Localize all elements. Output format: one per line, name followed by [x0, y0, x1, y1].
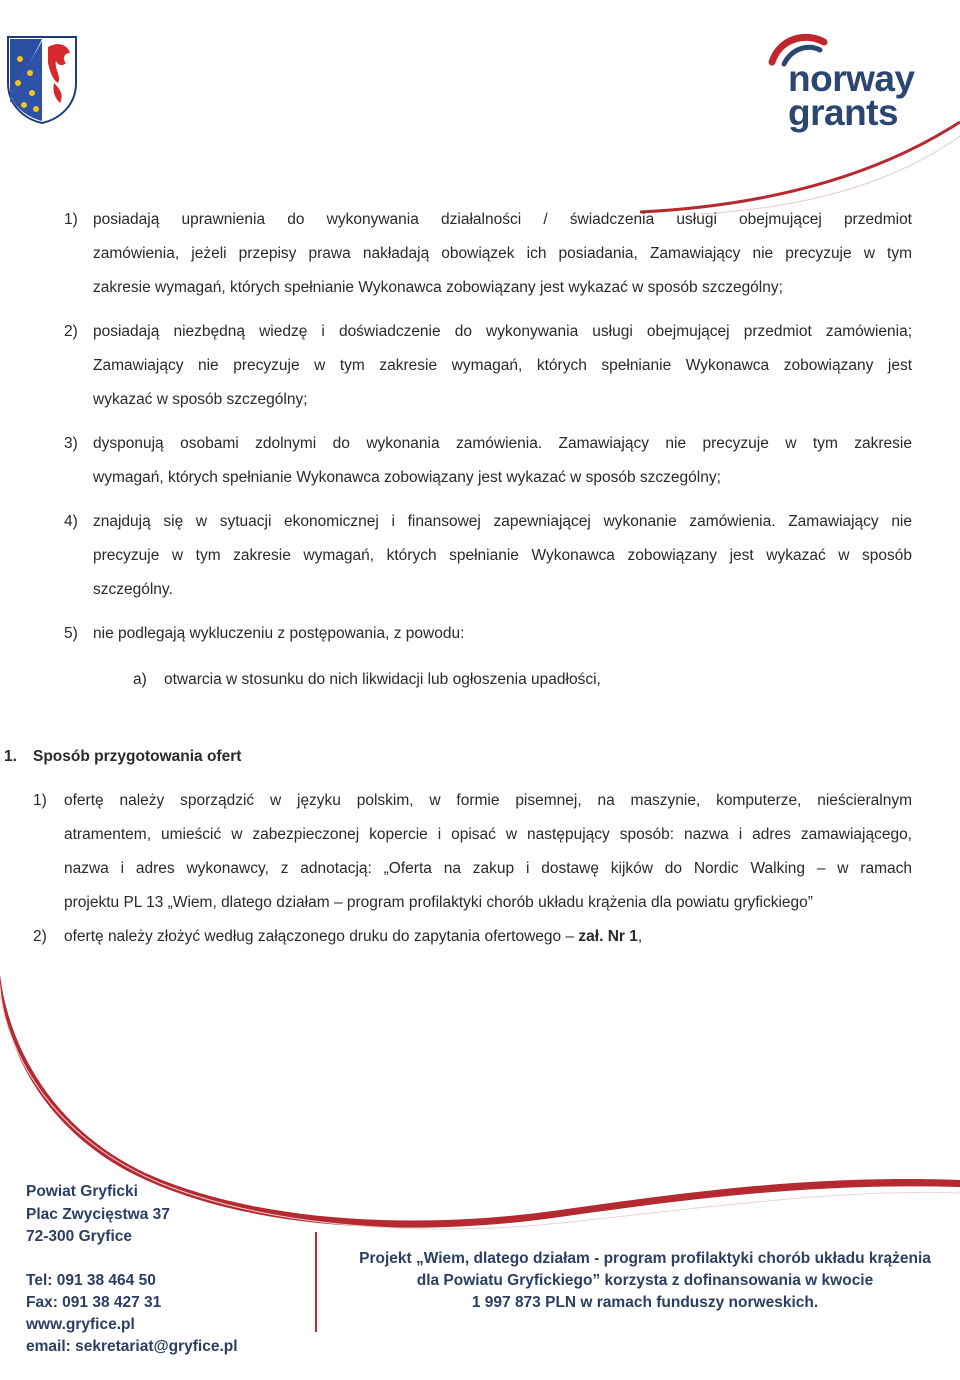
section-title: Sposób przygotowania ofert — [33, 748, 242, 765]
norway-grants-word-grants: grants — [788, 92, 899, 133]
list-item-line: atramentem, umieścić w zabezpieczonej kopercie i opisać w następujący sposób: nazwa i adres zamawiającego, — [64, 826, 912, 843]
footer-email-link[interactable]: email: sekretariat@gryfice.pl — [26, 1338, 238, 1355]
footer-fax: Fax: 091 38 427 31 — [26, 1294, 162, 1311]
list-item-line: Zamawiający nie precyzuje w tym zakresie wymagań, których spełnianie Wykonawca zobowiązany jest — [93, 357, 912, 374]
list-item-line: precyzuje w tym zakresie wymagań, których spełnianie Wykonawca zobowiązany jest wykazać w sposób — [93, 547, 912, 564]
list-item-number: 4) — [64, 513, 78, 530]
footer-org-name: Powiat Gryficki — [26, 1183, 138, 1200]
list-item-line: zamówienia, jeżeli przepisy prawa nakładają obowiązek ich posiadania, Zamawiający nie precyzuje w tym — [93, 245, 912, 262]
list-item-line: znajdują się w sytuacji ekonomicznej i finansowej zapewniającej wykonanie zamówienia. Zamawiający nie — [93, 513, 912, 530]
footer-city: 72-300 Gryfice — [26, 1228, 132, 1245]
list-item-line — [64, 927, 642, 947]
list-item-number: 5) — [64, 625, 78, 642]
section-number: 1. — [4, 748, 17, 765]
list-item-line: posiadają uprawnienia do wykonywania działalności / świadczenia usługi obejmującej przedmiot — [93, 211, 912, 228]
attachment-reference: zał. Nr 1 — [578, 928, 638, 945]
footer-street: Plac Zwycięstwa 37 — [26, 1206, 170, 1223]
list-item-text: ofertę należy złożyć według załączonego druku do zapytania ofertowego – — [64, 928, 579, 945]
list-item-line: wymagań, których spełnianie Wykonawca zobowiązany jest wykazać w sposób szczególny; — [93, 469, 721, 486]
list-item-line: nie podlegają wykluczeniu z postępowania, z powodu: — [93, 625, 465, 642]
header-swoosh-decoration — [640, 120, 960, 215]
list-item-number: 2) — [33, 928, 47, 945]
footer-www-link[interactable]: www.gryfice.pl — [26, 1316, 135, 1333]
list-item-line: nazwa i adres wykonawcy, z adnotacją: „Oferta na zakup i dostawę kijków do Nordic Walking – w ramach — [64, 860, 912, 877]
list-item-line: dysponują osobami zdolnymi do wykonania zamówienia. Zamawiający nie precyzuje w tym zakresie — [93, 435, 912, 452]
list-item-line: posiadają niezbędną wiedzę i doświadczenie do wykonywania usługi obejmującej przedmiot zamówienia; — [93, 323, 912, 340]
list-item-number: 3) — [64, 435, 78, 452]
footer-project-line-2: dla Powiatu Gryfickiego” korzysta z dofinansowania w kwocie — [416, 1272, 874, 1289]
norway-grants-word-norway: norway — [788, 58, 915, 99]
list-item-number: 1) — [64, 211, 78, 228]
coat-of-arms-logo — [4, 33, 80, 125]
footer-project-line-1: Projekt „Wiem, dlatego działam - program profilaktyki chorób układu krążenia — [359, 1250, 931, 1267]
sub-item-text: otwarcia w stosunku do nich likwidacji lub ogłoszenia upadłości, — [164, 671, 601, 688]
footer-swoosh-decoration — [0, 975, 960, 1380]
footer-project-line-3: 1 997 873 PLN w ramach funduszy norweskich. — [471, 1294, 819, 1311]
list-item-tail: , — [637, 928, 643, 945]
list-item-line: projektu PL 13 „Wiem, dlatego działam – program profilaktyki chorób układu krążenia dla powiatu gryfickiego” — [64, 894, 813, 911]
footer-tel: Tel: 091 38 464 50 — [26, 1272, 156, 1289]
list-item-line: ofertę należy sporządzić w języku polskim, w formie pisemnej, na maszynie, komputerze, nieścieralnym — [64, 792, 912, 809]
list-item-line: zakresie wymagań, których spełnianie Wykonawca zobowiązany jest wykazać w sposób szczególny; — [93, 279, 783, 296]
list-item-number: 2) — [64, 323, 78, 340]
footer-divider — [315, 1232, 317, 1332]
list-item-number: 1) — [33, 792, 47, 809]
list-item-line: szczególny. — [93, 581, 173, 598]
list-item-line: wykazać w sposób szczególny; — [93, 391, 308, 408]
sub-item-letter: a) — [133, 671, 147, 688]
